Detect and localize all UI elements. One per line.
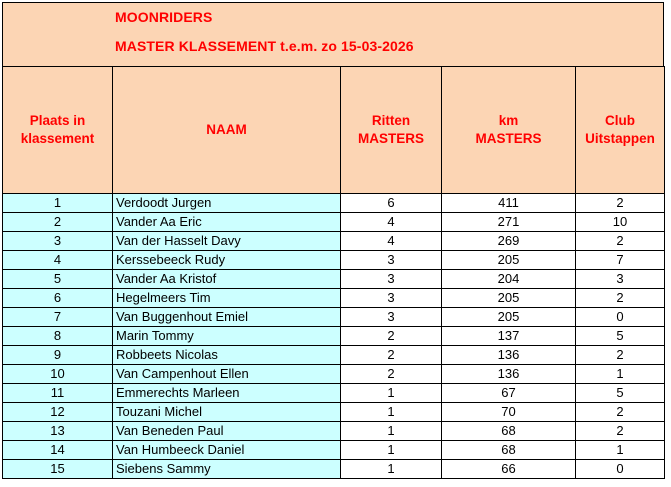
club-cell: 2	[576, 289, 665, 308]
rank-cell: 4	[3, 251, 113, 270]
rides-cell: 1	[341, 422, 442, 441]
rank-cell: 7	[3, 308, 113, 327]
name-cell: Siebens Sammy	[113, 460, 341, 479]
rank-cell: 15	[3, 460, 113, 479]
club-cell: 0	[576, 308, 665, 327]
club-cell: 0	[576, 460, 665, 479]
table-row	[3, 270, 665, 289]
ranking-rows	[3, 194, 665, 479]
rides-cell: 3	[341, 251, 442, 270]
table-row	[3, 441, 665, 460]
km-cell: 136	[442, 365, 576, 384]
club-cell: 5	[576, 384, 665, 403]
table-row	[3, 460, 665, 479]
km-cell: 205	[442, 251, 576, 270]
table-row	[3, 384, 665, 403]
km-cell: 66	[442, 460, 576, 479]
club-name: MOONRIDERS	[115, 9, 213, 25]
col-header-rank: Plaats in klassement	[3, 67, 113, 194]
km-cell: 271	[442, 213, 576, 232]
ranking-table	[2, 66, 665, 479]
name-cell: Van Humbeeck Daniel	[113, 441, 341, 460]
club-cell: 2	[576, 403, 665, 422]
km-cell: 204	[442, 270, 576, 289]
rides-cell: 6	[341, 194, 442, 213]
rides-cell: 1	[341, 441, 442, 460]
rides-cell: 3	[341, 308, 442, 327]
km-cell: 411	[442, 194, 576, 213]
name-cell: Hegelmeers Tim	[113, 289, 341, 308]
km-cell: 67	[442, 384, 576, 403]
table-row	[3, 327, 665, 346]
rides-cell: 4	[341, 213, 442, 232]
km-cell: 137	[442, 327, 576, 346]
name-cell: Van Beneden Paul	[113, 422, 341, 441]
km-cell: 70	[442, 403, 576, 422]
km-cell: 68	[442, 422, 576, 441]
table-row	[3, 308, 665, 327]
name-cell: Vander Aa Eric	[113, 213, 341, 232]
col-header-km: km MASTERS	[442, 67, 576, 194]
club-cell: 10	[576, 213, 665, 232]
title-banner	[2, 2, 664, 66]
rank-cell: 10	[3, 365, 113, 384]
table-row	[3, 213, 665, 232]
col-header-name: NAAM	[113, 67, 341, 194]
name-cell: Vander Aa Kristof	[113, 270, 341, 289]
club-cell: 2	[576, 194, 665, 213]
club-cell: 2	[576, 346, 665, 365]
rank-cell: 6	[3, 289, 113, 308]
rides-cell: 2	[341, 346, 442, 365]
name-cell: Van Campenhout Ellen	[113, 365, 341, 384]
rides-cell: 1	[341, 384, 442, 403]
rank-cell: 13	[3, 422, 113, 441]
table-row	[3, 194, 665, 213]
rides-cell: 1	[341, 403, 442, 422]
name-cell: Emmerechts Marleen	[113, 384, 341, 403]
club-cell: 5	[576, 327, 665, 346]
club-cell: 2	[576, 422, 665, 441]
club-cell: 3	[576, 270, 665, 289]
rank-cell: 2	[3, 213, 113, 232]
name-cell: Kerssebeeck Rudy	[113, 251, 341, 270]
rank-cell: 5	[3, 270, 113, 289]
table-row	[3, 422, 665, 441]
spreadsheet	[2, 2, 664, 479]
table-row	[3, 365, 665, 384]
table-row	[3, 346, 665, 365]
club-cell: 7	[576, 251, 665, 270]
rank-cell: 14	[3, 441, 113, 460]
rank-cell: 8	[3, 327, 113, 346]
table-row	[3, 232, 665, 251]
rides-cell: 1	[341, 460, 442, 479]
rides-cell: 2	[341, 365, 442, 384]
rank-cell: 3	[3, 232, 113, 251]
rides-cell: 3	[341, 289, 442, 308]
table-row	[3, 403, 665, 422]
club-cell: 1	[576, 365, 665, 384]
rank-cell: 11	[3, 384, 113, 403]
col-header-club: Club Uitstappen	[576, 67, 665, 194]
name-cell: Van Buggenhout Emiel	[113, 308, 341, 327]
km-cell: 68	[442, 441, 576, 460]
club-cell: 1	[576, 441, 665, 460]
km-cell: 205	[442, 289, 576, 308]
name-cell: Van der Hasselt Davy	[113, 232, 341, 251]
rides-cell: 3	[341, 270, 442, 289]
rides-cell: 2	[341, 327, 442, 346]
table-row	[3, 251, 665, 270]
rank-cell: 1	[3, 194, 113, 213]
name-cell: Marin Tommy	[113, 327, 341, 346]
name-cell: Robbeets Nicolas	[113, 346, 341, 365]
rank-cell: 12	[3, 403, 113, 422]
club-cell: 2	[576, 232, 665, 251]
name-cell: Touzani Michel	[113, 403, 341, 422]
name-cell: Verdoodt Jurgen	[113, 194, 341, 213]
column-header-row	[3, 67, 665, 194]
km-cell: 269	[442, 232, 576, 251]
km-cell: 205	[442, 308, 576, 327]
classification-title: MASTER KLASSEMENT t.e.m. zo 15-03-2026	[115, 38, 414, 54]
col-header-rides: Ritten MASTERS	[341, 67, 442, 194]
table-row	[3, 289, 665, 308]
km-cell: 136	[442, 346, 576, 365]
rides-cell: 4	[341, 232, 442, 251]
rank-cell: 9	[3, 346, 113, 365]
